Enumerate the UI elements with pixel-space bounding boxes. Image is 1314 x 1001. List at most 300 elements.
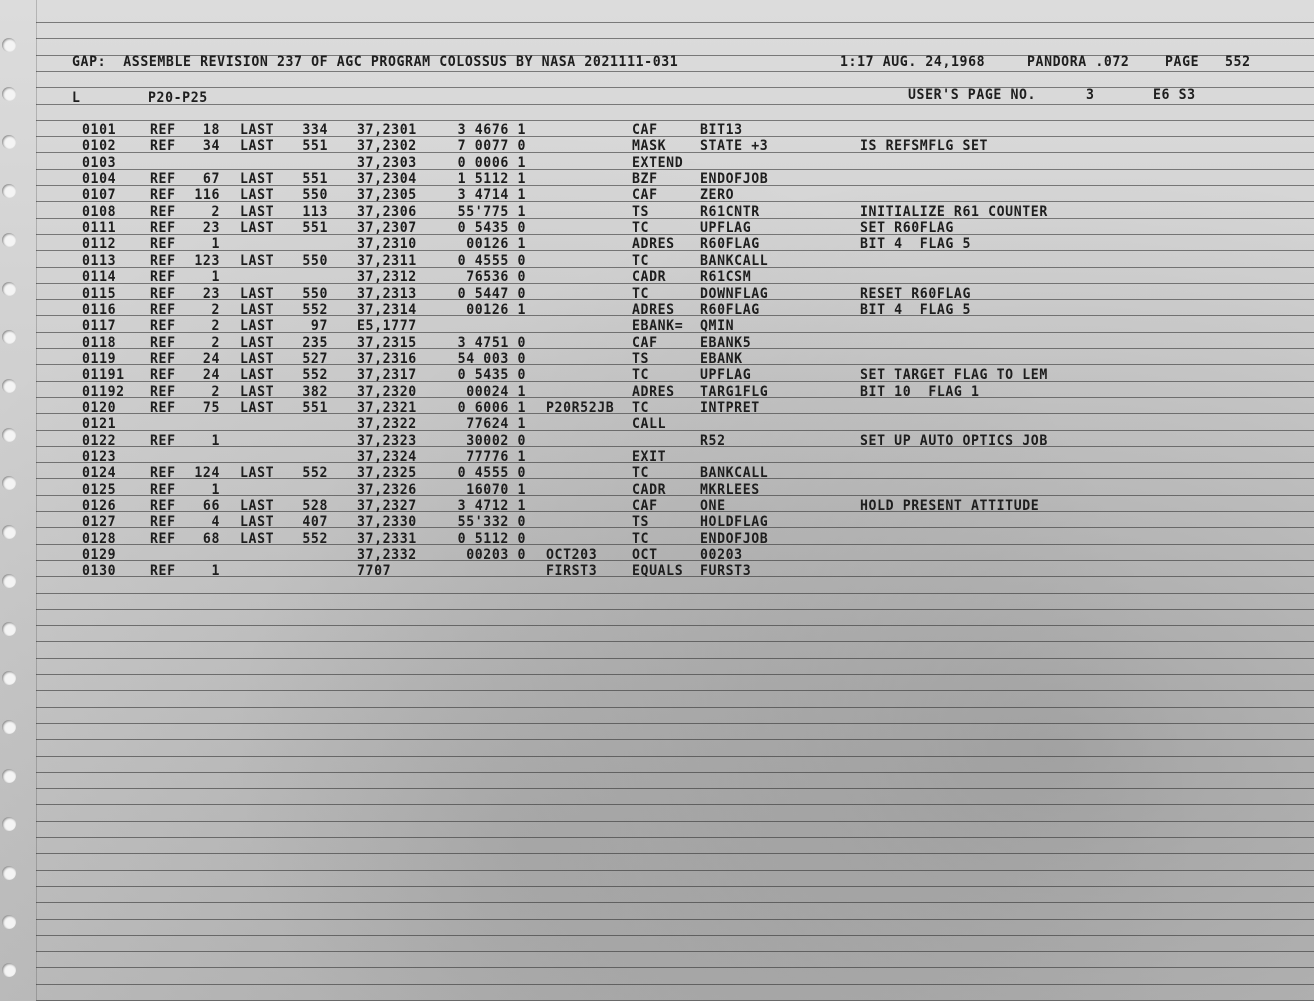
line-number: 0121 (82, 416, 117, 433)
octal-code: 3 4712 1 (457, 498, 526, 515)
ref-count: 2 (211, 335, 220, 352)
ref-label: REF (150, 220, 176, 237)
comment: BIT 4 FLAG 5 (860, 302, 972, 319)
ref-count: 24 (202, 351, 220, 368)
ruled-line (36, 267, 1314, 268)
octal-code: 1 5112 1 (457, 171, 526, 188)
ref-label: REF (150, 482, 176, 499)
line-number: 01192 (82, 384, 125, 401)
operand: FURST3 (700, 563, 752, 580)
ruled-line (36, 430, 1314, 431)
ruled-line (36, 315, 1314, 316)
octal-code: 54 003 0 (457, 351, 526, 368)
ref-count: 68 (202, 531, 220, 548)
sprocket-hole (2, 428, 16, 442)
octal-code: 16070 1 (466, 482, 526, 499)
octal-code: 7 0077 0 (457, 138, 526, 155)
octal-code: 00024 1 (466, 384, 526, 401)
opcode: CAF (632, 122, 658, 139)
page-number: 552 (1225, 54, 1251, 71)
last-label: LAST (240, 498, 275, 515)
opcode: TS (632, 204, 650, 221)
comment: SET TARGET FLAG TO LEM (860, 367, 1048, 384)
ruled-line (36, 87, 1314, 88)
ref-label: REF (150, 286, 176, 303)
ref-label: REF (150, 204, 176, 221)
sprocket-hole (2, 87, 16, 101)
last-page: 550 (302, 187, 328, 204)
ruled-line (36, 756, 1314, 757)
sprocket-hole (2, 622, 16, 636)
last-page: 551 (302, 138, 328, 155)
ref-count: 75 (202, 400, 220, 417)
opcode: TS (632, 351, 650, 368)
line-number: 0128 (82, 531, 117, 548)
ref-count: 2 (211, 302, 220, 319)
ruled-line (36, 544, 1314, 545)
ruled-line (36, 658, 1314, 659)
comment: SET UP AUTO OPTICS JOB (860, 433, 1048, 450)
bank-code: E6 S3 (1153, 87, 1196, 104)
last-page: 528 (302, 498, 328, 515)
ruled-line (36, 837, 1314, 838)
line-number: 0111 (82, 220, 117, 237)
comment: HOLD PRESENT ATTITUDE (860, 498, 1040, 515)
octal-code: 0 5435 0 (457, 367, 526, 384)
ruled-line (36, 739, 1314, 740)
ref-label: REF (150, 269, 176, 286)
margin-line (36, 0, 37, 1000)
line-number: 0102 (82, 138, 117, 155)
octal-code: 0 4555 0 (457, 465, 526, 482)
ruled-line (36, 381, 1314, 382)
ref-label: REF (150, 367, 176, 384)
sprocket-hole (2, 671, 16, 685)
last-page: 552 (302, 465, 328, 482)
sprocket-hole (2, 720, 16, 734)
comment: BIT 10 FLAG 1 (860, 384, 980, 401)
ruled-line (36, 821, 1314, 822)
ruled-line (36, 886, 1314, 887)
ruled-line (36, 22, 1314, 23)
operand: ZERO (700, 187, 735, 204)
last-page: 527 (302, 351, 328, 368)
address: 37,2313 (357, 286, 417, 303)
operand: BIT13 (700, 122, 743, 139)
octal-code: 55'775 1 (457, 204, 526, 221)
operand: EBANK (700, 351, 743, 368)
address: 37,2312 (357, 269, 417, 286)
last-label: LAST (240, 171, 275, 188)
operand: 00203 (700, 547, 743, 564)
line-number: 0119 (82, 351, 117, 368)
ref-count: 1 (211, 482, 220, 499)
line-number: 0104 (82, 171, 117, 188)
sprocket-hole (2, 963, 16, 977)
octal-code: 55'332 0 (457, 514, 526, 531)
address: 37,2311 (357, 253, 417, 270)
ref-label: REF (150, 171, 176, 188)
line-number: 0122 (82, 433, 117, 450)
opcode: CADR (632, 482, 667, 499)
octal-code: 77624 1 (466, 416, 526, 433)
opcode: TC (632, 367, 650, 384)
ref-count: 66 (202, 498, 220, 515)
operand: DOWNFLAG (700, 286, 769, 303)
ruled-line (36, 397, 1314, 398)
octal-code: 30002 0 (466, 433, 526, 450)
octal-code: 0 0006 1 (457, 155, 526, 172)
opcode: CAF (632, 335, 658, 352)
ref-label: REF (150, 236, 176, 253)
operand: BANKCALL (700, 253, 769, 270)
last-page: 334 (302, 122, 328, 139)
line-number: 0124 (82, 465, 117, 482)
operand: ONE (700, 498, 726, 515)
ref-count: 67 (202, 171, 220, 188)
ref-label: REF (150, 253, 176, 270)
last-label: LAST (240, 286, 275, 303)
ref-count: 24 (202, 367, 220, 384)
ref-label: REF (150, 465, 176, 482)
ref-count: 4 (211, 514, 220, 531)
sprocket-hole (2, 476, 16, 490)
sprocket-hole (2, 184, 16, 198)
last-label: LAST (240, 351, 275, 368)
opcode: TC (632, 286, 650, 303)
ruled-line (36, 234, 1314, 235)
address: 37,2315 (357, 335, 417, 352)
line-number: 0129 (82, 547, 117, 564)
ruled-line (36, 527, 1314, 528)
opcode: CADR (632, 269, 667, 286)
sprocket-hole (2, 525, 16, 539)
ruled-line (36, 446, 1314, 447)
ruled-line (36, 283, 1314, 284)
sprocket-hole (2, 282, 16, 296)
symbol-label: OCT203 (546, 547, 598, 564)
octal-code: 0 5435 0 (457, 220, 526, 237)
opcode: CALL (632, 416, 667, 433)
last-page: 113 (302, 204, 328, 221)
line-number: 0118 (82, 335, 117, 352)
ruled-line (36, 120, 1314, 121)
ruled-line (36, 984, 1314, 985)
last-label: LAST (240, 122, 275, 139)
last-label: LAST (240, 531, 275, 548)
ref-count: 18 (202, 122, 220, 139)
ruled-line (36, 919, 1314, 920)
line-number: 01191 (82, 367, 125, 384)
last-label: LAST (240, 465, 275, 482)
ref-label: REF (150, 498, 176, 515)
address: 37,2321 (357, 400, 417, 417)
octal-code: 0 5447 0 (457, 286, 526, 303)
ruled-line (36, 364, 1314, 365)
address: 37,2302 (357, 138, 417, 155)
last-label: LAST (240, 138, 275, 155)
ruled-line (36, 413, 1314, 414)
opcode: TC (632, 400, 650, 417)
ref-count: 1 (211, 269, 220, 286)
octal-code: 3 4676 1 (457, 122, 526, 139)
opcode: EBANK= (632, 318, 684, 335)
opcode: OCT (632, 547, 658, 564)
line-number: 0108 (82, 204, 117, 221)
comment: BIT 4 FLAG 5 (860, 236, 972, 253)
opcode: ADRES (632, 384, 675, 401)
operand: R60FLAG (700, 236, 760, 253)
ruled-line (36, 478, 1314, 479)
octal-code: 0 4555 0 (457, 253, 526, 270)
operand: R52 (700, 433, 726, 450)
address: 37,2305 (357, 187, 417, 204)
line-number: 0112 (82, 236, 117, 253)
line-number: 0120 (82, 400, 117, 417)
ref-label: REF (150, 302, 176, 319)
ruled-line (36, 967, 1314, 968)
comment: RESET R60FLAG (860, 286, 972, 303)
address: 37,2325 (357, 465, 417, 482)
last-page: 550 (302, 286, 328, 303)
address: E5,1777 (357, 318, 417, 335)
opcode: CAF (632, 187, 658, 204)
octal-code: 00203 0 (466, 547, 526, 564)
ruled-line (36, 104, 1314, 105)
line-number: 0117 (82, 318, 117, 335)
ruled-line (36, 625, 1314, 626)
last-label: LAST (240, 220, 275, 237)
ref-label: REF (150, 318, 176, 335)
last-page: 551 (302, 171, 328, 188)
address: 37,2314 (357, 302, 417, 319)
address: 37,2322 (357, 416, 417, 433)
ref-label: REF (150, 122, 176, 139)
line-number: 0116 (82, 302, 117, 319)
ruled-line (36, 218, 1314, 219)
comment: IS REFSMFLG SET (860, 138, 989, 155)
last-page: 97 (310, 318, 328, 335)
ref-label: REF (150, 187, 176, 204)
operand: MKRLEES (700, 482, 760, 499)
ruled-line (36, 788, 1314, 789)
page-label: PAGE (1165, 54, 1200, 71)
operand: UPFLAG (700, 367, 752, 384)
ruled-line (36, 560, 1314, 561)
last-page: 551 (302, 400, 328, 417)
opcode: ADRES (632, 236, 675, 253)
address: 37,2323 (357, 433, 417, 450)
ruled-line (36, 870, 1314, 871)
ruled-line (36, 201, 1314, 202)
system-version: PANDORA .072 (1027, 54, 1130, 71)
last-page: 382 (302, 384, 328, 401)
line-number: 0101 (82, 122, 117, 139)
sprocket-hole (2, 769, 16, 783)
opcode: MASK (632, 138, 667, 155)
sprocket-hole (2, 379, 16, 393)
last-page: 235 (302, 335, 328, 352)
octal-code: 0 6006 1 (457, 400, 526, 417)
last-label: LAST (240, 384, 275, 401)
ref-count: 23 (202, 220, 220, 237)
address: 7707 (357, 563, 392, 580)
operand: HOLDFLAG (700, 514, 769, 531)
last-label: LAST (240, 204, 275, 221)
ruled-line (36, 853, 1314, 854)
ruled-line (36, 609, 1314, 610)
assembly-title: GAP: ASSEMBLE REVISION 237 OF AGC PROGRAM COLOSSUS BY NASA 2021111-031 (72, 54, 679, 71)
octal-code: 3 4751 0 (457, 335, 526, 352)
last-page: 550 (302, 253, 328, 270)
address: 37,2331 (357, 531, 417, 548)
ref-count: 116 (194, 187, 220, 204)
line-number: 0123 (82, 449, 117, 466)
ruled-line (36, 935, 1314, 936)
octal-code: 76536 0 (466, 269, 526, 286)
operand: ENDOFJOB (700, 171, 769, 188)
address: 37,2301 (357, 122, 417, 139)
ruled-line (36, 185, 1314, 186)
program-range: P20-P25 (148, 90, 208, 107)
last-page: 552 (302, 531, 328, 548)
ruled-line (36, 902, 1314, 903)
ruled-line (36, 511, 1314, 512)
ruled-line (36, 804, 1314, 805)
line-number: 0130 (82, 563, 117, 580)
ref-label: REF (150, 400, 176, 417)
listing-type: L (72, 90, 81, 107)
operand: UPFLAG (700, 220, 752, 237)
ruled-line (36, 641, 1314, 642)
address: 37,2327 (357, 498, 417, 515)
sprocket-hole (2, 574, 16, 588)
symbol-label: FIRST3 (546, 563, 598, 580)
ref-label: REF (150, 138, 176, 155)
ruled-line (36, 495, 1314, 496)
operand: R61CNTR (700, 204, 760, 221)
octal-code: 3 4714 1 (457, 187, 526, 204)
last-label: LAST (240, 187, 275, 204)
operand: TARG1FLG (700, 384, 769, 401)
sprocket-hole (2, 866, 16, 880)
opcode: ADRES (632, 302, 675, 319)
ref-label: REF (150, 531, 176, 548)
address: 37,2307 (357, 220, 417, 237)
ref-count: 34 (202, 138, 220, 155)
address: 37,2320 (357, 384, 417, 401)
opcode: TC (632, 220, 650, 237)
line-number: 0115 (82, 286, 117, 303)
ruled-line (36, 348, 1314, 349)
comment: INITIALIZE R61 COUNTER (860, 204, 1048, 221)
ruled-line (36, 152, 1314, 153)
sprocket-hole (2, 915, 16, 929)
sprocket-hole (2, 817, 16, 831)
comment: SET R60FLAG (860, 220, 954, 237)
last-label: LAST (240, 302, 275, 319)
ref-label: REF (150, 351, 176, 368)
last-label: LAST (240, 400, 275, 417)
ref-count: 2 (211, 384, 220, 401)
last-label: LAST (240, 253, 275, 270)
ref-label: REF (150, 563, 176, 580)
last-label: LAST (240, 514, 275, 531)
operand: R60FLAG (700, 302, 760, 319)
ruled-line (36, 951, 1314, 952)
opcode: EQUALS (632, 563, 684, 580)
address: 37,2304 (357, 171, 417, 188)
last-page: 551 (302, 220, 328, 237)
ref-count: 2 (211, 318, 220, 335)
last-label: LAST (240, 335, 275, 352)
operand: BANKCALL (700, 465, 769, 482)
sprocket-hole (2, 38, 16, 52)
address: 37,2316 (357, 351, 417, 368)
octal-code: 77776 1 (466, 449, 526, 466)
sprocket-hole (2, 330, 16, 344)
last-page: 407 (302, 514, 328, 531)
symbol-label: P20R52JB (546, 400, 615, 417)
address: 37,2303 (357, 155, 417, 172)
address: 37,2332 (357, 547, 417, 564)
ruled-line (36, 707, 1314, 708)
line-number: 0103 (82, 155, 117, 172)
line-number: 0113 (82, 253, 117, 270)
opcode: TC (632, 253, 650, 270)
opcode: BZF (632, 171, 658, 188)
operand: ENDOFJOB (700, 531, 769, 548)
opcode: TS (632, 514, 650, 531)
address: 37,2317 (357, 367, 417, 384)
line-number: 0125 (82, 482, 117, 499)
opcode: EXTEND (632, 155, 684, 172)
address: 37,2310 (357, 236, 417, 253)
operand: INTPRET (700, 400, 760, 417)
ruled-line (36, 462, 1314, 463)
opcode: EXIT (632, 449, 667, 466)
ruled-line (36, 772, 1314, 773)
ref-count: 23 (202, 286, 220, 303)
ref-label: REF (150, 514, 176, 531)
ref-count: 1 (211, 563, 220, 580)
ruled-line (36, 690, 1314, 691)
octal-code: 00126 1 (466, 236, 526, 253)
ref-count: 1 (211, 433, 220, 450)
ref-label: REF (150, 335, 176, 352)
ruled-line (36, 136, 1314, 137)
ref-label: REF (150, 384, 176, 401)
line-number: 0114 (82, 269, 117, 286)
ruled-line (36, 674, 1314, 675)
address: 37,2324 (357, 449, 417, 466)
users-page-label: USER'S PAGE NO. (908, 87, 1037, 104)
octal-code: 00126 1 (466, 302, 526, 319)
last-page: 552 (302, 302, 328, 319)
sprocket-hole (2, 135, 16, 149)
line-number: 0127 (82, 514, 117, 531)
octal-code: 0 5112 0 (457, 531, 526, 548)
ruled-line (36, 299, 1314, 300)
last-page: 552 (302, 367, 328, 384)
opcode: TC (632, 531, 650, 548)
ruled-line (36, 250, 1314, 251)
opcode: TC (632, 465, 650, 482)
timestamp: 1:17 AUG. 24,1968 (840, 54, 986, 71)
line-number: 0107 (82, 187, 117, 204)
operand: QMIN (700, 318, 735, 335)
ref-label: REF (150, 433, 176, 450)
